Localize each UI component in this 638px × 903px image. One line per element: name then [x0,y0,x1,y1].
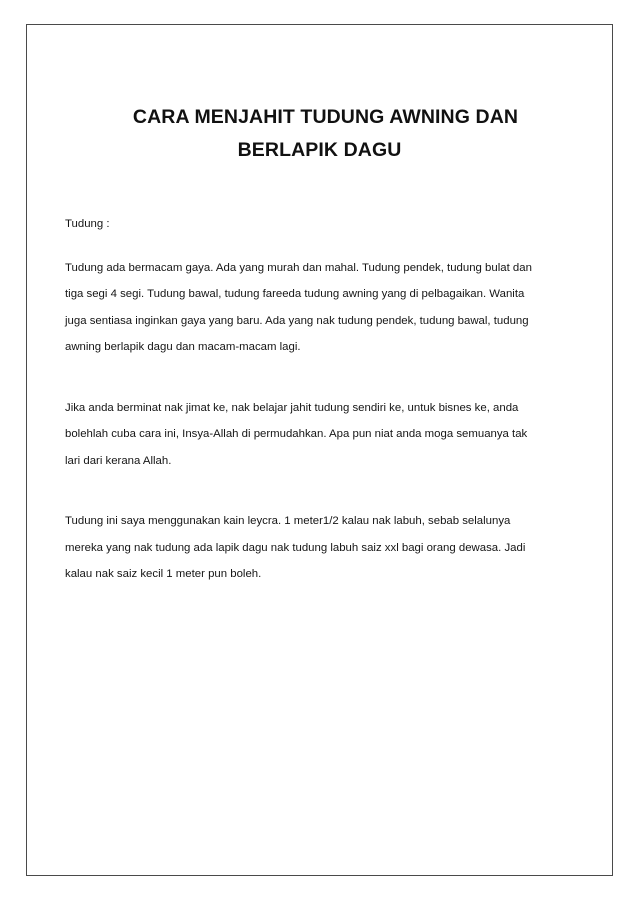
paragraph-line: tiga segi 4 segi. Tudung bawal, tudung fareeda tudung awning yang di pelbagaikan. Wanita [65,288,525,300]
paragraph-line: mereka yang nak tudung ada lapik dagu nak tudung labuh saiz xxl bagi orang dewasa. Jadi [65,541,526,554]
paragraph-line: awning berlapik dagu dan macam-macam lagi. [65,341,301,353]
paragraph-line: Tudung ini saya menggunakan kain leycra. 1 meter1/2 kalau nak labuh, sebab selalunya [65,515,511,527]
title-line: BERLAPIK DAGU [237,139,402,161]
paragraph-line: Jika anda berminat nak jimat ke, nak belajar jahit tudung sendiri ke, untuk bisnes ke, anda [65,401,519,414]
document-page [26,24,613,876]
title-line: CARA MENJAHIT TUDUNG AWNING DAN [132,106,519,128]
body-paragraph [65,255,565,361]
paragraph-line: Tudung ada bermacam gaya. Ada yang murah dan mahal. Tudung pendek, tudung bulat dan [65,261,532,274]
body-paragraph [65,395,565,475]
section-label: Tudung : [65,218,110,230]
document-title [27,101,612,167]
paragraph-line: kalau nak saiz kecil 1 meter pun boleh. [65,568,262,580]
paragraph-line: lari dari kerana Allah. [65,454,172,467]
body-paragraph [65,508,565,588]
paragraph-line: bolehlah cuba cara ini, Insya-Allah di permudahkan. Apa pun niat anda moga semuanya tak [65,428,528,440]
document-body [65,211,565,588]
paragraph-line: juga sentiasa inginkan gaya yang baru. Ada yang nak tudung pendek, tudung bawal, tudung [65,314,529,327]
